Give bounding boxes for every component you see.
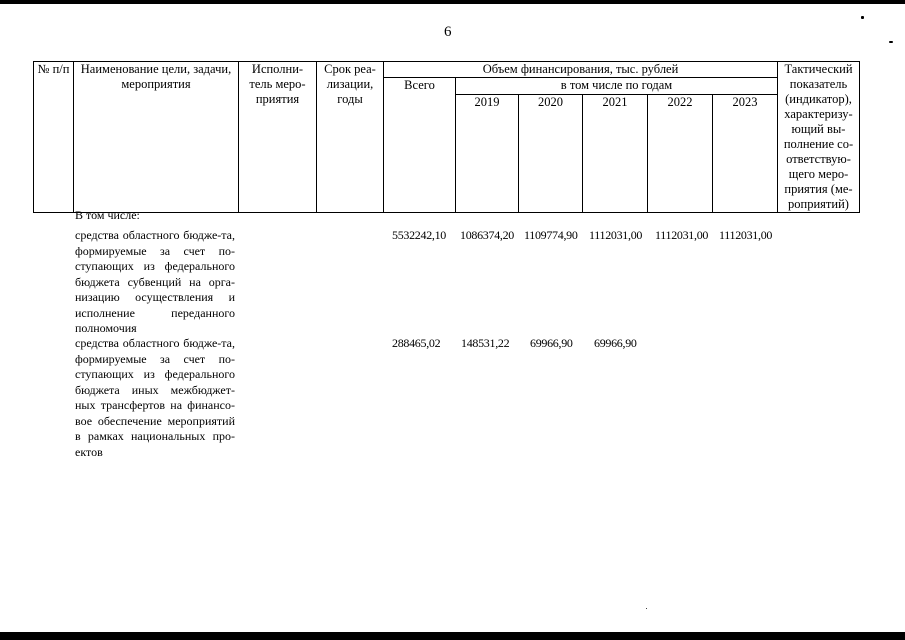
including-label: В том числе: — [75, 208, 140, 222]
row-2-2021: 69966,90 — [594, 336, 637, 350]
scan-speck — [861, 16, 864, 19]
row-1-2021: 1112031,00 — [589, 228, 643, 242]
row-1-label: средства областного бюдже-та, формируемые за счет по-ступающих из федерального бюджета субвенций на орга-низацию осуществления и исполнение переданного полномочия — [75, 228, 235, 335]
row-2-label: средства областного бюдже-та, формируемые за счет по-ступающих из федерального бюджета иных межбюджет-ных трансфертов на финансо-вое обеспечение мероприятий в рамках национальных про-ектов — [75, 336, 235, 459]
header-col-term: Срок реа-лизации, годы — [317, 62, 384, 213]
header-year-2023: 2023 — [713, 95, 778, 213]
row-1-2020: 1109774,90 — [524, 228, 578, 242]
page-number: 6 — [444, 24, 452, 40]
row-1-2022: 1112031,00 — [655, 228, 709, 242]
row-2-total: 288465,02 — [392, 336, 441, 350]
header-col-financing: Объем финансирования, тыс. рублей — [384, 62, 778, 78]
header-year-2022: 2022 — [648, 95, 713, 213]
financing-table-header — [33, 61, 860, 213]
row-2-2019: 148531,22 — [461, 336, 510, 350]
header-year-2021: 2021 — [583, 95, 648, 213]
header-col-executor: Исполни-тель меро-приятия — [239, 62, 317, 213]
header-year-2019: 2019 — [456, 95, 519, 213]
header-year-2020: 2020 — [519, 95, 583, 213]
header-col-indicator: Тактический показатель (индикатор), характеризу-ющий вы-полнение со-ответствую-щего меро-приятия (ме-роприятий) — [778, 62, 860, 213]
scan-speck — [646, 608, 647, 609]
header-col-number: № п/п — [34, 62, 74, 213]
scan-bottom-border — [0, 632, 905, 640]
header-col-total: Всего — [384, 78, 456, 213]
row-2-2020: 69966,90 — [530, 336, 573, 350]
row-1-total: 5532242,10 — [392, 228, 447, 242]
scan-top-border — [0, 0, 905, 4]
row-1-2023: 1112031,00 — [719, 228, 773, 242]
scan-speck — [889, 41, 893, 43]
header-col-by-years: в том числе по годам — [456, 78, 778, 95]
row-1-2019: 1086374,20 — [460, 228, 515, 242]
header-col-name: Наименование цели, задачи, мероприятия — [74, 62, 239, 213]
